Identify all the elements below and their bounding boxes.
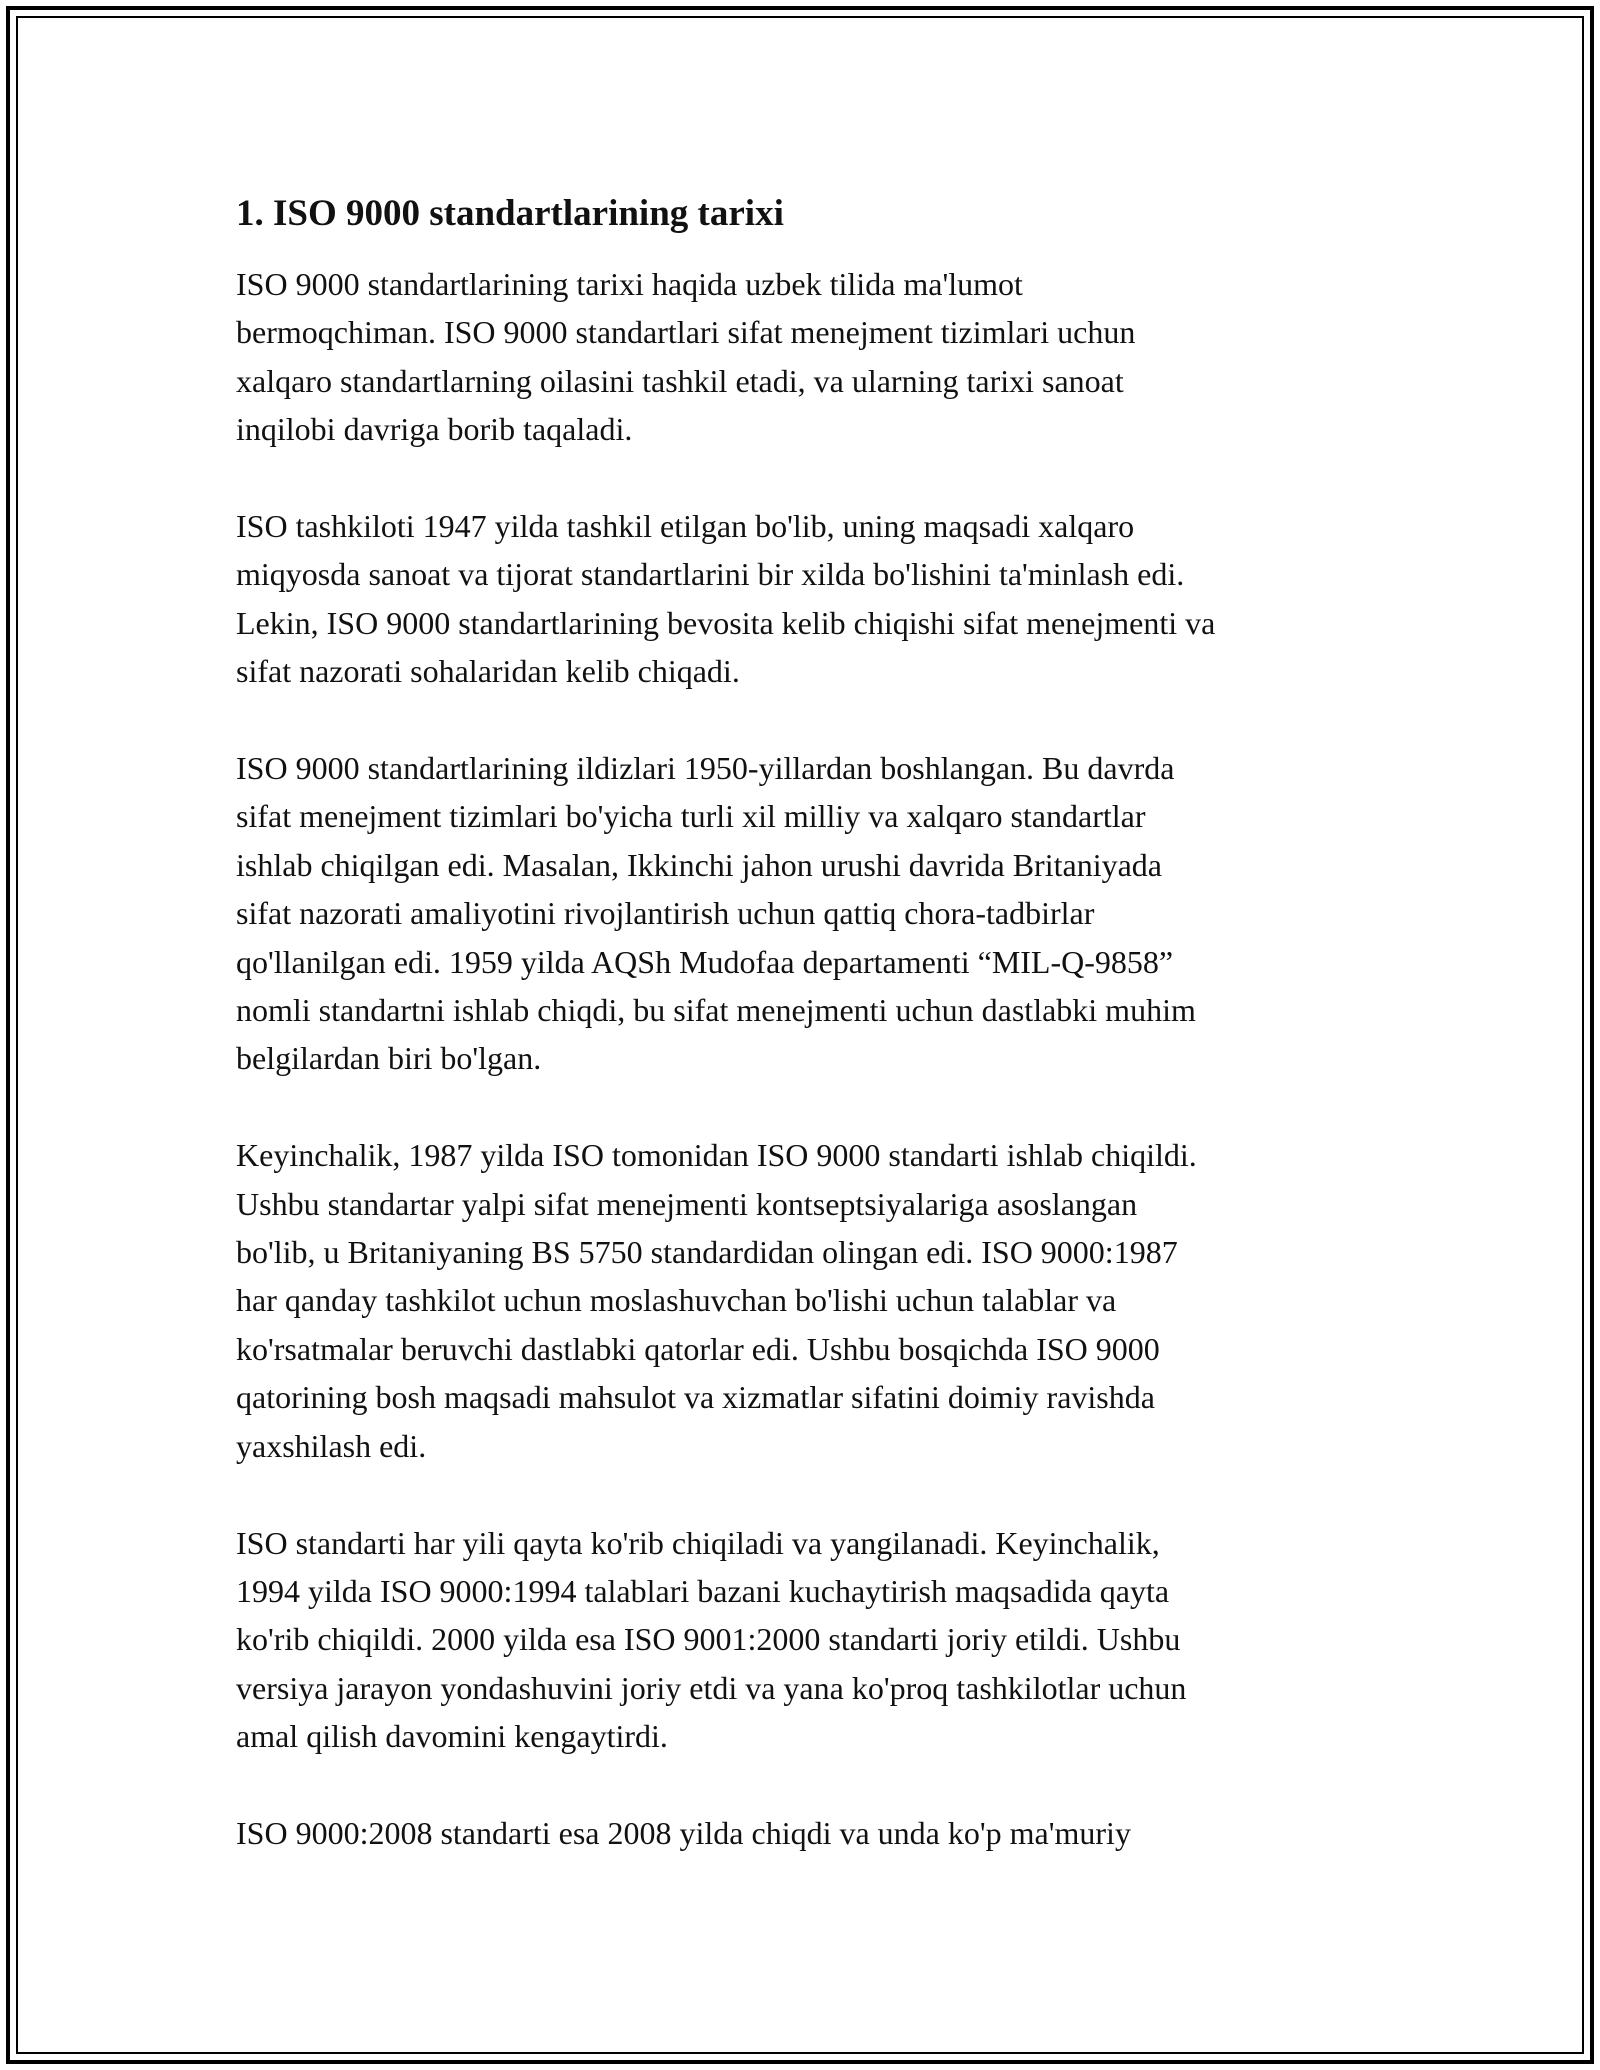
paragraph-intro: ISO 9000 standartlarining tarixi haqida uzbek tilida ma'lumot bermoqchiman. ISO 9000 standartlari sifat menejment tizimlari uchun xalqaro standartlarning oilasini tashkil etadi, va ularning tarixi sanoat inqilobi davriga borib taqaladi.	[236, 266, 1136, 448]
document-body	[236, 190, 1376, 1906]
paragraph-revisions: ISO standarti har yili qayta ko'rib chiqiladi va yangilanadi. Keyinchalik, 1994 yilda ISO 9000:1994 talablari bazani kuchaytirish maqsadida qayta ko'rib chiqildi. 2000 yilda esa ISO 9001:2000 standarti joriy etildi. Ushbu versiya jarayon yondashuvini joriy etdi va yana ko'proq tashkilotlar uchun amal qilish davomini kengaytirdi.	[236, 1524, 1187, 1755]
paragraph-iso-9000-1987: Keyinchalik, 1987 yilda ISO tomonidan ISO 9000 standarti ishlab chiqildi. Ushbu standartar yalpi sifat menejmenti kontseptsiyalariga asoslangan bo'lib, u Britaniyaning BS 5750 standardidan olingan edi. ISO 9000:1987 har qanday tashkilot uchun moslashuvchan bo'lishi uchun talablar va ko'rsatmalar beruvchi dastlabki qatorlar edi. Ushbu bosqichda ISO 9000 qatorining bosh maqsadi mahsulot va xizmatlar sifatini doimiy ravishda yaxshilash edi.	[236, 1137, 1197, 1464]
paragraph-iso-founding: ISO tashkiloti 1947 yilda tashkil etilgan bo'lib, uning maqsadi xalqaro miqyosda sanoat va tijorat standartlarini bir xilda bo'lishini ta'minlash edi. Lekin, ISO 9000 standartlarining bevosita kelib chiqishi sifat menejmenti va sifat nazorati sohalaridan kelib chiqadi.	[236, 508, 1216, 690]
paragraph-roots-1950s: ISO 9000 standartlarining ildizlari 1950-yillardan boshlangan. Bu davrda sifat menejment tizimlari bo'yicha turli xil milliy va xalqaro standartlar ishlab chiqilgan edi. Masalan, Ikkinchi jahon urushi davrida Britaniyada sifat nazorati amaliyotini rivojlantirish uchun qattiq chora-tadbirlar qo'llanilgan edi. 1959 yilda AQSh Mudofaa departamenti “MIL-Q-9858” nomli standartni ishlab chiqdi, bu sifat menejmenti uchun dastlabki muhim belgilardan biri bo'lgan.	[236, 750, 1196, 1077]
section-heading: 1. ISO 9000 standartlarining tarixi	[236, 193, 784, 234]
paragraph-iso-9000-2008: ISO 9000:2008 standarti esa 2008 yilda chiqdi va unda ko'p ma'muriy	[236, 1814, 1131, 1851]
